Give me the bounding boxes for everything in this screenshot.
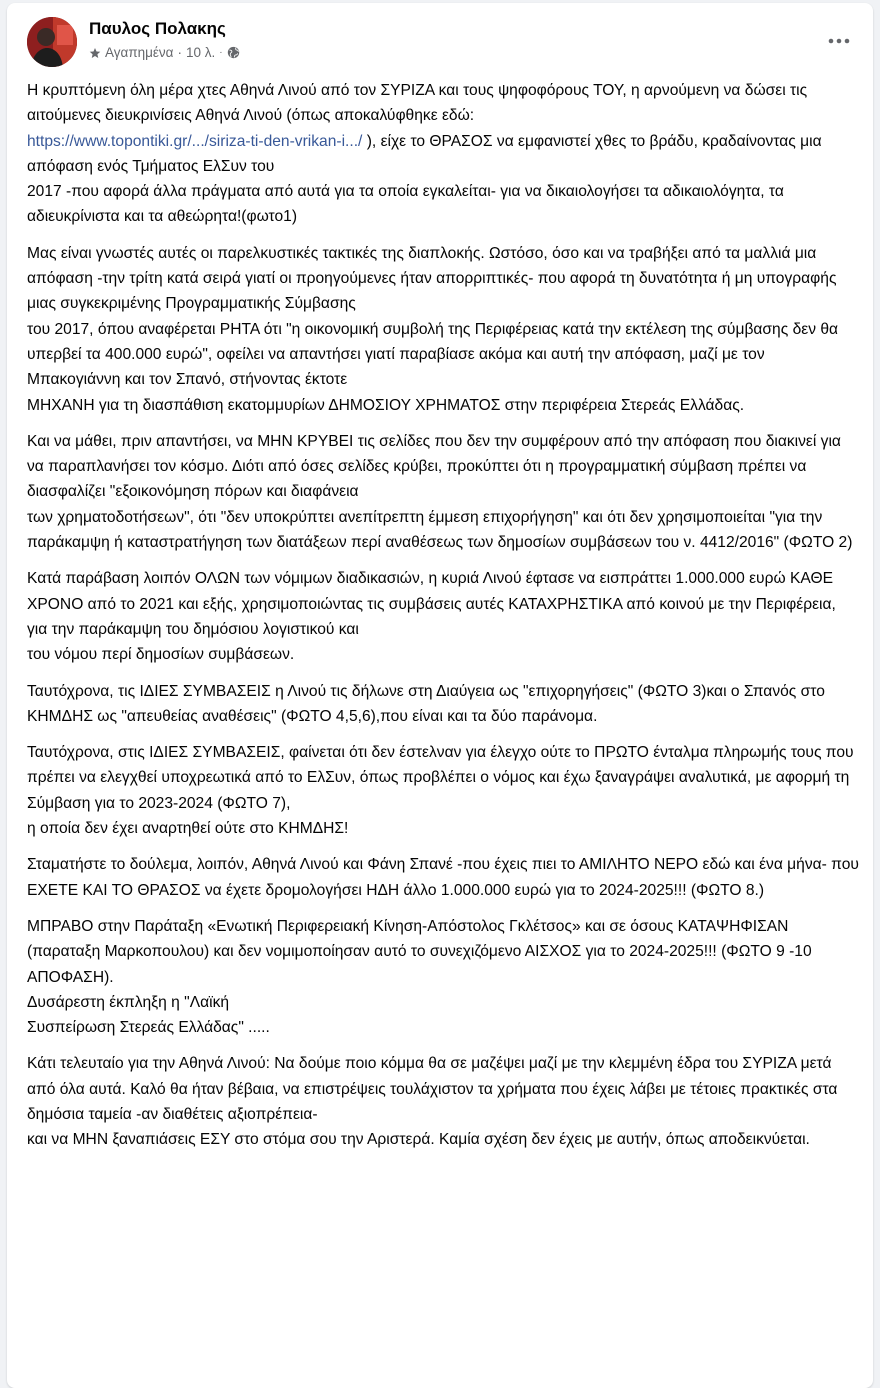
post-paragraph-1	[27, 78, 859, 230]
avatar[interactable]	[27, 17, 77, 67]
avatar-image	[27, 17, 77, 67]
post-paragraph-4: Κατά παράβαση λοιπόν ΟΛΩΝ των νόμιμων διαδικασιών, η κυριά Λινού έφτασε να εισπράττει 1.000.000 ευρώ ΚΑΘΕ ΧΡΟΝΟ από το 2021 και εξής, χρησιμοποιώντας τις συμβάσεις αυτές ΚΑΤΑΧΡΗΣΤΙΚΑ από κοινού με την Περιφέρεια, για την παράκαμψη του δημόσιου λογιστικού και του νόμου περί δημοσίων συμβάσεων.	[27, 570, 836, 664]
more-icon	[828, 38, 850, 44]
post-paragraph-2: Μας είναι γνωστές αυτές οι παρελκυστικές τακτικές της διαπλοκής. Ωστόσο, όσο και να τραβήξει από τα μαλλιά μια απόφαση -την τρίτη κατά σειρά γιατί οι προηγούμενες ήταν απορριπτικές- που αφορά τη δυνατότητα ή μη υπογραφής μιας συγκεκριμένης Προγραμματικής Σύμβασης του 2017, όπου αναφέρεται ΡΗΤΑ ότι "η οικονομική συμβολή της Περιφέρειας κατά την εκτέλεση της σύμβασης δεν θα υπερβεί τα 400.000 ευρώ", οφείλει να απαντήσει γιατί παραβίασε ακόμα και αυτή την απόφαση, μαζί με τον Μπακογιάννη και τον Σπανό, στήνοντας έκτοτε ΜΗΧΑΝΗ για τη διασπάθιση εκατομμυρίων ΔΗΜΟΣΙΟΥ ΧΡΗΜΑΤΟΣ στην περιφέρεια Στερεάς Ελλάδας.	[27, 244, 839, 414]
paragraph-1-text: Η κρυπτόμενη όλη μέρα χτες Αθηνά Λινού από τον ΣΥΡΙΖΑ και τους ψηφοφόρους ΤΟΥ, η αρνούμενη να δώσει τις αιτούμενες διευκρινίσεις Αθηνά Λινού (όπως αποκαλύφθηκε εδώ:	[27, 82, 808, 125]
post-paragraph-3: Και να μάθει, πριν απαντήσει, να ΜΗΝ ΚΡΥΒΕΙ τις σελίδες που δεν την συμφέρουν από την απόφαση που διακινεί για να παραπλανήσει τον κόσμο. Διότι από όσες σελίδες κρύβει, προκύπτει ότι η προγραμματική σύμβαση πρέπει να διασφαλίζει "εξοικονόμηση πόρων και διαφάνεια των χρηματοδοτήσεων", ότι "δεν υποκρύπτει ανεπίτρεπτη έμμεση επιχορήγηση" και ότι δεν χρησιμοποιείται "για την παράκαμψη ή καταστρατήγηση των διατάξεων περί αναθέσεως των δημοσίων συμβάσεων του ν. 4412/2016" (ΦΩΤΟ 2)	[27, 432, 853, 552]
post-paragraph-9: Κάτι τελευταίο για την Αθηνά Λινού: Να δούμε ποιο κόμμα θα σε μαζέψει μαζί με την κλεμμένη έδρα του ΣΥΡΙΖΑ μετά από όλα αυτά. Καλό θα ήταν βέβαια, να επιστρέψεις τουλάχιστον τα χρήματα που έχεις λάβει με τέτοιες πρακτικές στα δημόσια ταμεία -αν διαθέτεις αξιοπρέπεια- και να ΜΗΝ ξαναπιάσεις ΕΣΥ στο στόμα σου την Αριστερά. Καμία σχέση δεν έχεις με αυτήν, όπως αποδεικνύεται.	[27, 1055, 838, 1149]
post-header	[27, 15, 857, 67]
post-time[interactable]: 10 λ.	[186, 45, 216, 60]
post-paragraph-5: Ταυτόχρονα, τις ΙΔΙΕΣ ΣΥΜΒΑΣΕΙΣ η Λινού τις δήλωνε στη Διαύγεια ως "επιχορηγήσεις" (ΦΩΤΟ 3)και ο Σπανός στο ΚΗΜΔΗΣ ως "απευθείας αναθέσεις" (ΦΩΤΟ 4,5,6),που είναι και τα δύο παράνομα.	[27, 682, 825, 725]
post-meta	[89, 45, 240, 60]
paragraph-1-text-after: ), είχε το ΘΡΑΣΟΣ να εμφανιστεί χθες το βράδυ, κραδαίνοντας μια απόφαση ενός Τμήματος ΕλΣυν του 2017 -που αφορά άλλα πράγματα από αυτά για τα οποία εγκαλείται- για να δικαιολογήσει τα αδικαιολόγητα, τα αδιευκρίνιστα και τα αθεώρητα!(φωτο1)	[27, 132, 822, 226]
post-paragraph-6: Ταυτόχρονα, στις ΙΔΙΕΣ ΣΥΜΒΑΣΕΙΣ, φαίνεται ότι δεν έστελναν για έλεγχο ούτε το ΠΡΩΤΟ ένταλμα πληρωμής τους που πρέπει να ελεγχθεί υποχρεωτικά από το ΕλΣυν, όπως προβλέπει ο νόμος και έχω ξαναγράψει αναλυτικά, με αφορμή τη Σύμβαση για το 2023-2024 (ΦΩΤΟ 7), η οποία δεν έχει αναρτηθεί ούτε στο ΚΗΜΔΗΣ!	[27, 744, 854, 838]
separator-dot: ·	[219, 47, 223, 58]
article-link[interactable]: https://www.topontiki.gr/.../siriza-ti-den-vrikan-i.../	[27, 132, 363, 150]
post-card	[7, 3, 873, 1388]
post-paragraph-8: ΜΠΡΑΒΟ στην Παράταξη «Ενωτική Περιφερειακή Κίνηση-Απόστολος Γκλέτσος» και σε όσους ΚΑΤΑΨΗΦΙΣΑΝ (παραταξη Μαρκοπουλου) και δεν νομιμοποίησαν αυτό το συνεχιζόμενο ΑΙΣΧΟΣ για το 2024-2025!!! (ΦΩΤΟ 9 -10 ΑΠΟΦΑΣΗ). Δυσάρεστη έκπληξη η "Λαϊκή Συσπείρωση Στερεάς Ελλάδας" .....	[27, 917, 812, 1037]
star-icon	[89, 47, 101, 59]
author-name[interactable]: Παυλος Πολακης	[89, 19, 226, 38]
post-body	[27, 78, 859, 1164]
meta-separator: ·	[177, 45, 182, 60]
audience-label[interactable]: Αγαπημένα	[105, 45, 174, 60]
globe-icon[interactable]	[227, 46, 240, 59]
post-paragraph-7: Σταματήστε το δούλεμα, λοιπόν, Αθηνά Λινού και Φάνη Σπανέ -που έχεις πιει το ΑΜΙΛΗΤΟ ΝΕΡΟ εδώ και ένα μήνα- που ΕΧΕΤΕ ΚΑΙ ΤΟ ΘΡΑΣΟΣ να έχετε δρομολογήσει ΗΔΗ άλλο 1.000.000 ευρώ για το 2024-2025!!! (ΦΩΤΟ 8.)	[27, 856, 859, 899]
more-options-button[interactable]	[821, 29, 857, 53]
